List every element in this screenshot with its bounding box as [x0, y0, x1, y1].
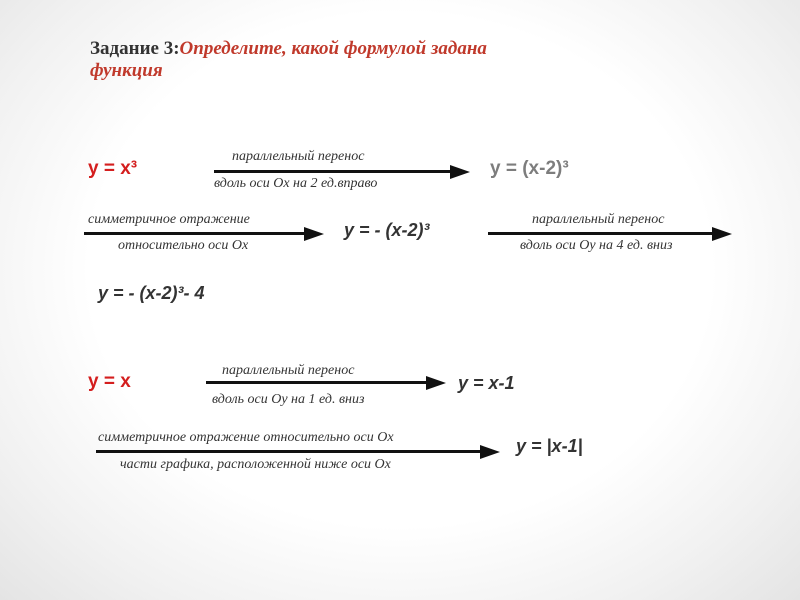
arrow3-caption-bottom: вдоль оси Оу на 4 ед. вниз [520, 238, 673, 253]
formula-y-x-minus-1: y = x-1 [458, 373, 515, 393]
arrow1-caption-top: параллельный перенос [232, 149, 365, 164]
task-title [90, 38, 550, 82]
task-instruction: Определите, какой формулой задана функция [90, 38, 487, 81]
task-number: Задание 3: [90, 38, 180, 59]
formula-y-x-cubed: y = x³ [88, 158, 138, 179]
arrow5-caption-top: симметричное отражение относительно оси Ох [98, 430, 394, 445]
arrow4-caption-bottom: вдоль оси Оу на 1 ед. вниз [212, 392, 365, 407]
formula-y-abs-x-minus-1: y = |x-1| [516, 436, 583, 456]
arrow5-caption-bottom: части графика, расположенной ниже оси Ох [120, 457, 391, 472]
transform-arrow-4 [206, 376, 446, 390]
arrow4-caption-top: параллельный перенос [222, 363, 355, 378]
formula-y-shifted-right: y = (x-2)³ [490, 158, 569, 179]
formula-y-reflected: y = - (x-2)³ [344, 220, 430, 240]
arrow3-caption-top: параллельный перенос [532, 212, 665, 227]
arrow2-caption-bottom: относительно оси Ох [118, 238, 249, 253]
formula-y-x: y = x [88, 371, 131, 392]
arrow1-caption-bottom: вдоль оси Ох на 2 ед.вправо [214, 176, 378, 191]
arrow2-caption-top: симметричное отражение [88, 212, 250, 227]
formula-y-final-block1: y = - (x-2)³- 4 [98, 283, 205, 303]
